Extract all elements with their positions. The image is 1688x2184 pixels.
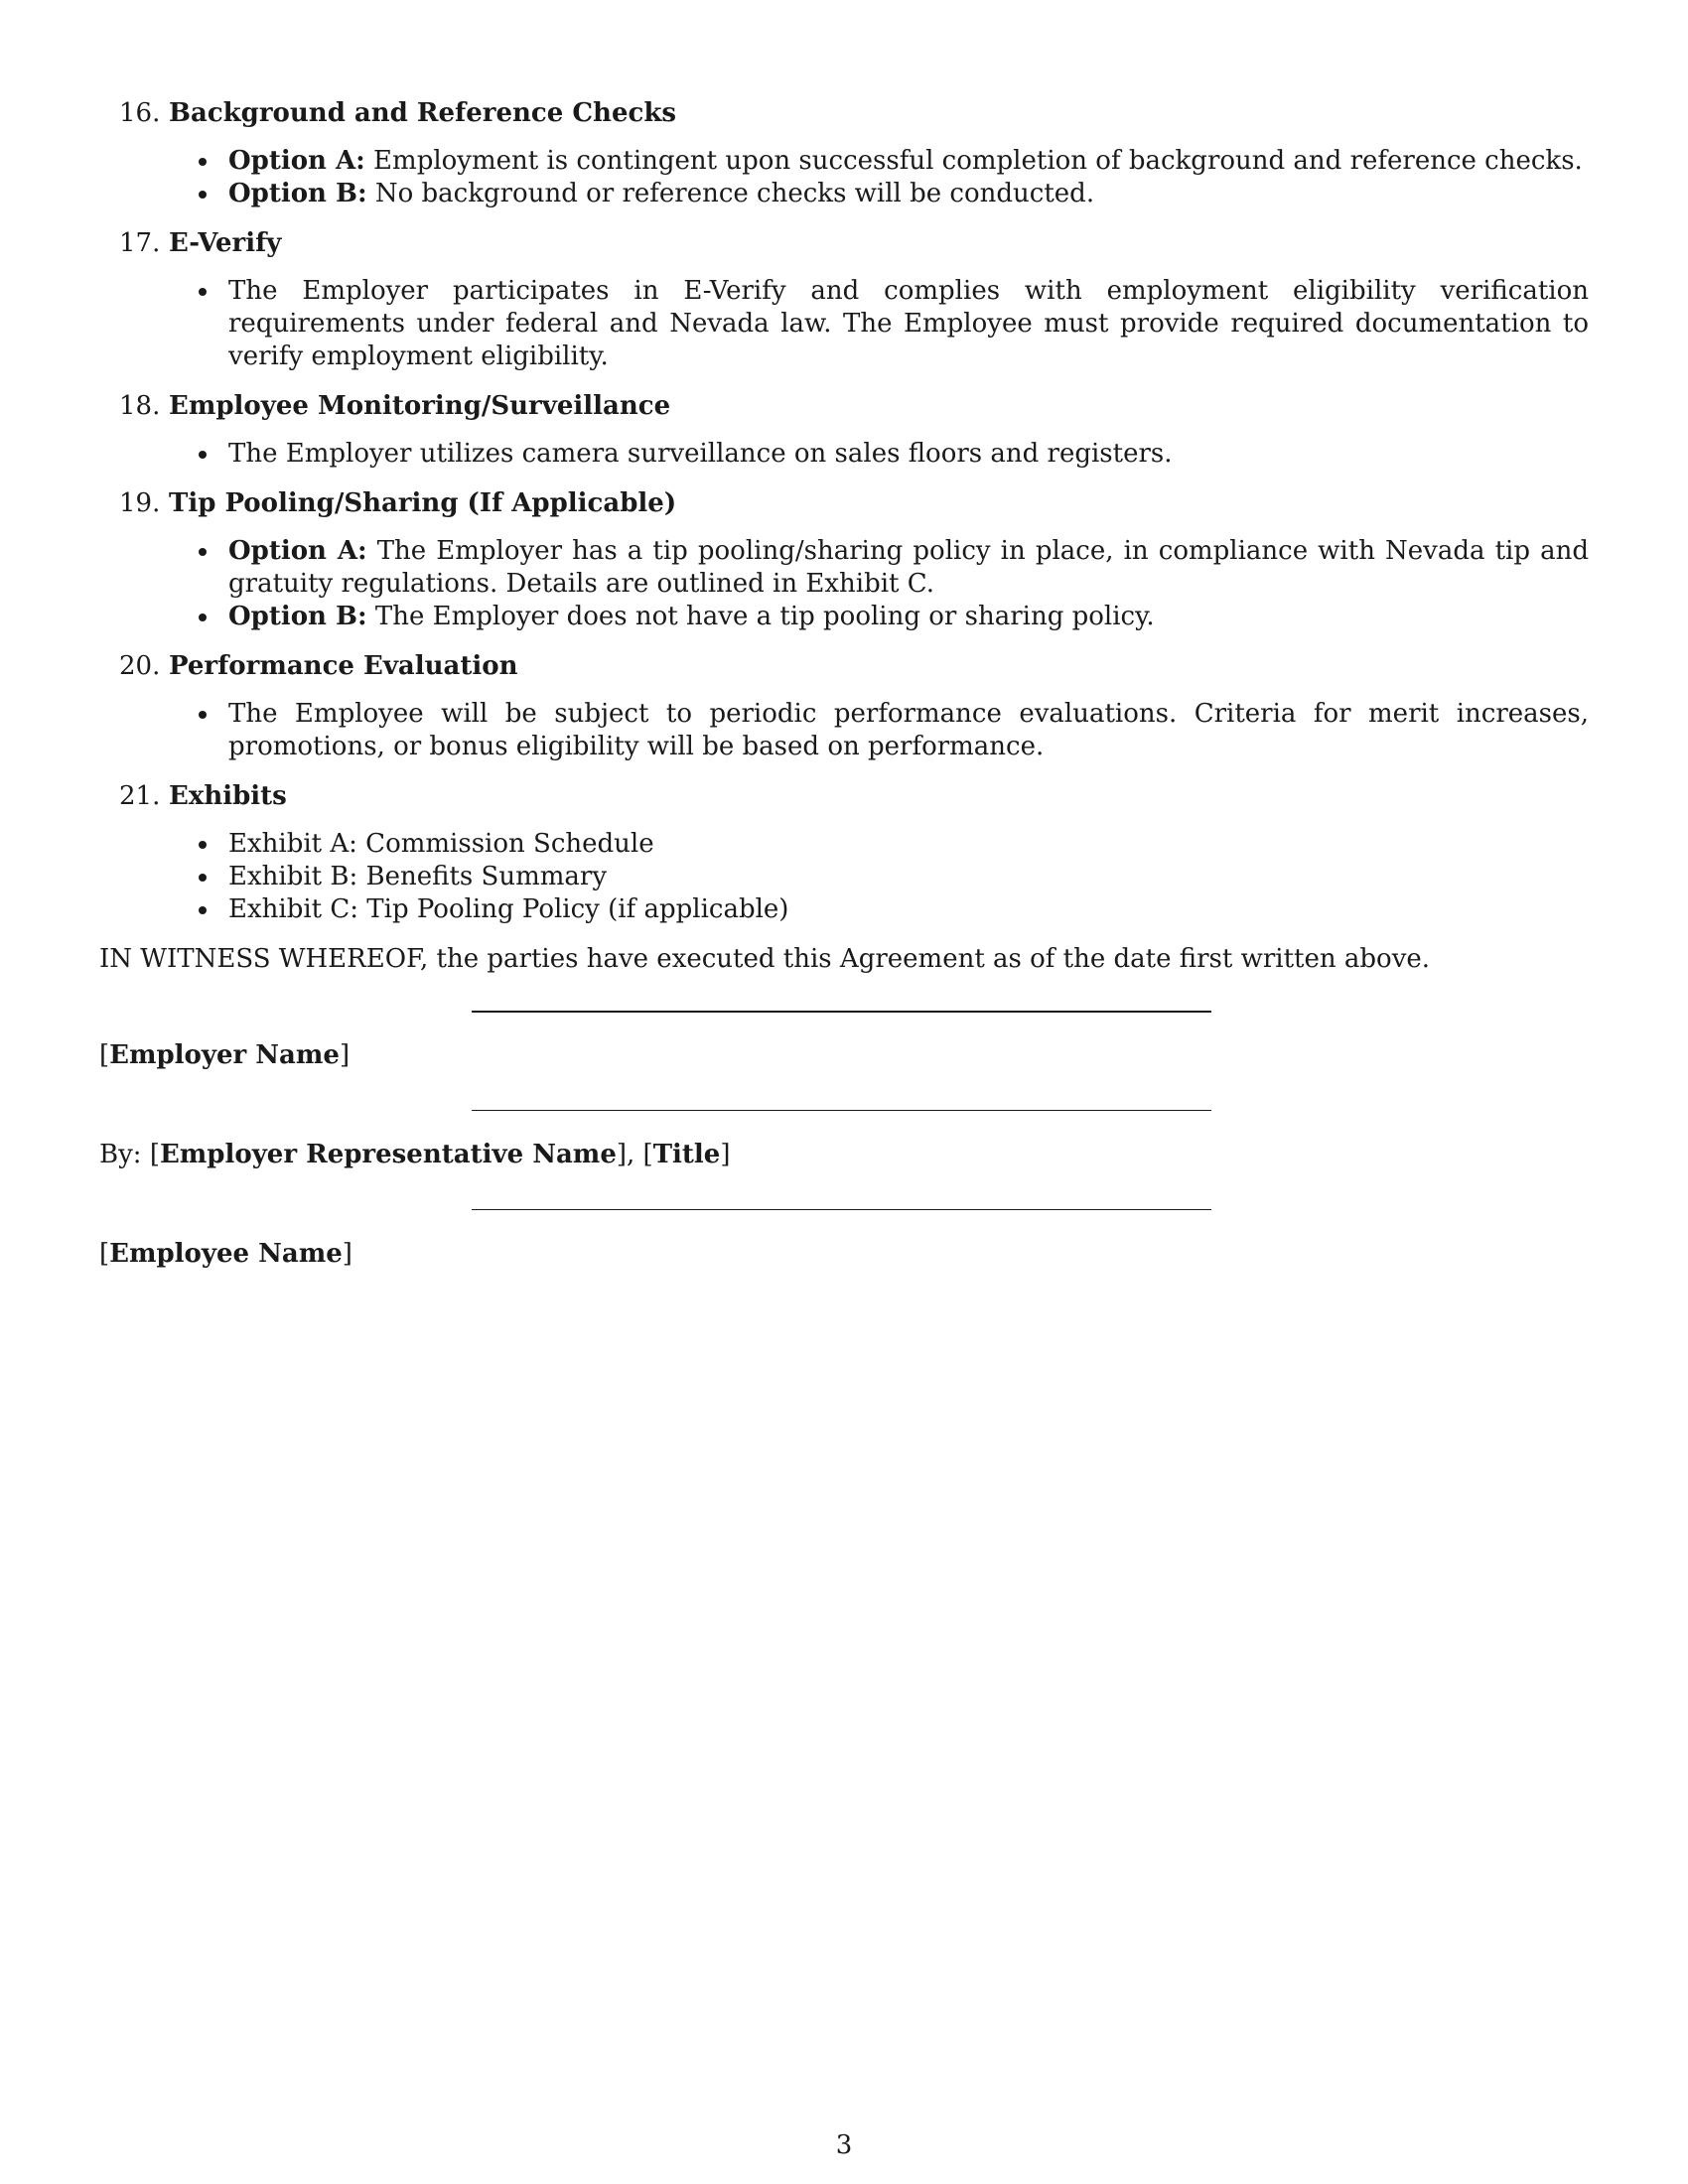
bullet-text: Exhibit B: Benefits Summary [228, 862, 608, 891]
representative-name-label: By: [Employer Representative Name], [Title] [99, 1140, 731, 1169]
list-item [99, 145, 1589, 178]
bullet-list [99, 698, 1589, 763]
section [99, 227, 1589, 373]
section-title: Background and Reference Checks [169, 98, 676, 128]
bullet-text: Exhibit A: Commission Schedule [228, 829, 654, 859]
section-number: 20. [119, 651, 161, 681]
section [99, 650, 1589, 763]
bullet-text: Employment is contingent upon successful completion of background and reference checks. [364, 146, 1583, 176]
section-heading [99, 227, 1589, 260]
section-heading [99, 390, 1589, 423]
section-heading [99, 780, 1589, 813]
employee-signature-block [99, 1174, 1589, 1274]
employer-signature-block [99, 976, 1589, 1075]
employer-signature-line [472, 1011, 1211, 1013]
bullet-list [99, 828, 1589, 926]
section-title: Performance Evaluation [169, 651, 518, 681]
employee-name-label: [Employee Name] [99, 1239, 352, 1269]
list-item [99, 601, 1589, 633]
section-title: Exhibits [169, 781, 287, 811]
representative-signature-block [99, 1075, 1589, 1174]
bullet-icon [199, 874, 207, 882]
list-item [99, 893, 1589, 926]
section-title: Tip Pooling/Sharing (If Applicable) [169, 488, 677, 518]
bullet-text: The Employer participates in E-Verify and complies with employment eligibility verification requirements under federal and Nevada law. The Employee must provide required documentation to verify employment eligibility. [228, 276, 1589, 371]
bullet-list [99, 145, 1589, 210]
section-heading [99, 650, 1589, 683]
employer-name-label: [Employer Name] [99, 1040, 351, 1070]
list-item [99, 178, 1589, 210]
witness-clause: IN WITNESS WHEREOF, the parties have executed this Agreement as of the date first written above. [99, 944, 1431, 974]
option-label: Option B: [228, 179, 367, 208]
page-number: 3 [835, 2130, 853, 2160]
list-item [99, 535, 1589, 601]
bullet-list [99, 275, 1589, 373]
bullet-text: No background or reference checks will be conducted. [366, 179, 1095, 208]
bullet-icon [199, 451, 207, 459]
list-item [99, 438, 1589, 471]
section-number: 21. [119, 781, 161, 811]
bullet-list [99, 438, 1589, 471]
bullet-text: The Employer has a tip pooling/sharing policy in place, in compliance with Nevada tip and gratuity regulations. Details are outlined in Exhibit C. [228, 536, 1589, 599]
section [99, 487, 1589, 633]
bullet-icon [199, 614, 207, 621]
section-number: 18. [119, 391, 161, 421]
option-label: Option B: [228, 602, 367, 631]
list-item [99, 861, 1589, 893]
bullet-icon [199, 288, 207, 296]
section-heading [99, 487, 1589, 520]
bullet-icon [199, 711, 207, 719]
section-title: E-Verify [169, 228, 282, 258]
bullet-icon [199, 841, 207, 849]
section [99, 97, 1589, 210]
section [99, 390, 1589, 471]
bullet-icon [199, 906, 207, 914]
option-label: Option A: [228, 536, 367, 566]
section-number: 16. [119, 98, 161, 128]
option-label: Option A: [228, 146, 365, 176]
bullet-icon [199, 158, 207, 166]
bullet-text: The Employee will be subject to periodic performance evaluations. Criteria for merit increases, promotions, or bonus eligibility will be based on performance. [228, 699, 1589, 761]
section-number: 19. [119, 488, 161, 518]
section-title: Employee Monitoring/Surveillance [169, 391, 671, 421]
section [99, 780, 1589, 926]
bullet-list [99, 535, 1589, 633]
representative-signature-line [472, 1110, 1211, 1111]
section-number: 17. [119, 228, 161, 258]
document-content [99, 97, 1589, 1274]
employee-signature-line [472, 1209, 1211, 1210]
bullet-icon [199, 548, 207, 556]
list-item [99, 698, 1589, 763]
list-item [99, 828, 1589, 861]
section-list [99, 97, 1589, 926]
bullet-text: The Employer does not have a tip pooling or sharing policy. [366, 602, 1155, 631]
section-heading [99, 97, 1589, 130]
bullet-text: Exhibit C: Tip Pooling Policy (if applicable) [228, 894, 789, 924]
bullet-text: The Employer utilizes camera surveillance on sales floors and registers. [228, 439, 1173, 469]
bullet-icon [199, 191, 207, 199]
list-item [99, 275, 1589, 373]
